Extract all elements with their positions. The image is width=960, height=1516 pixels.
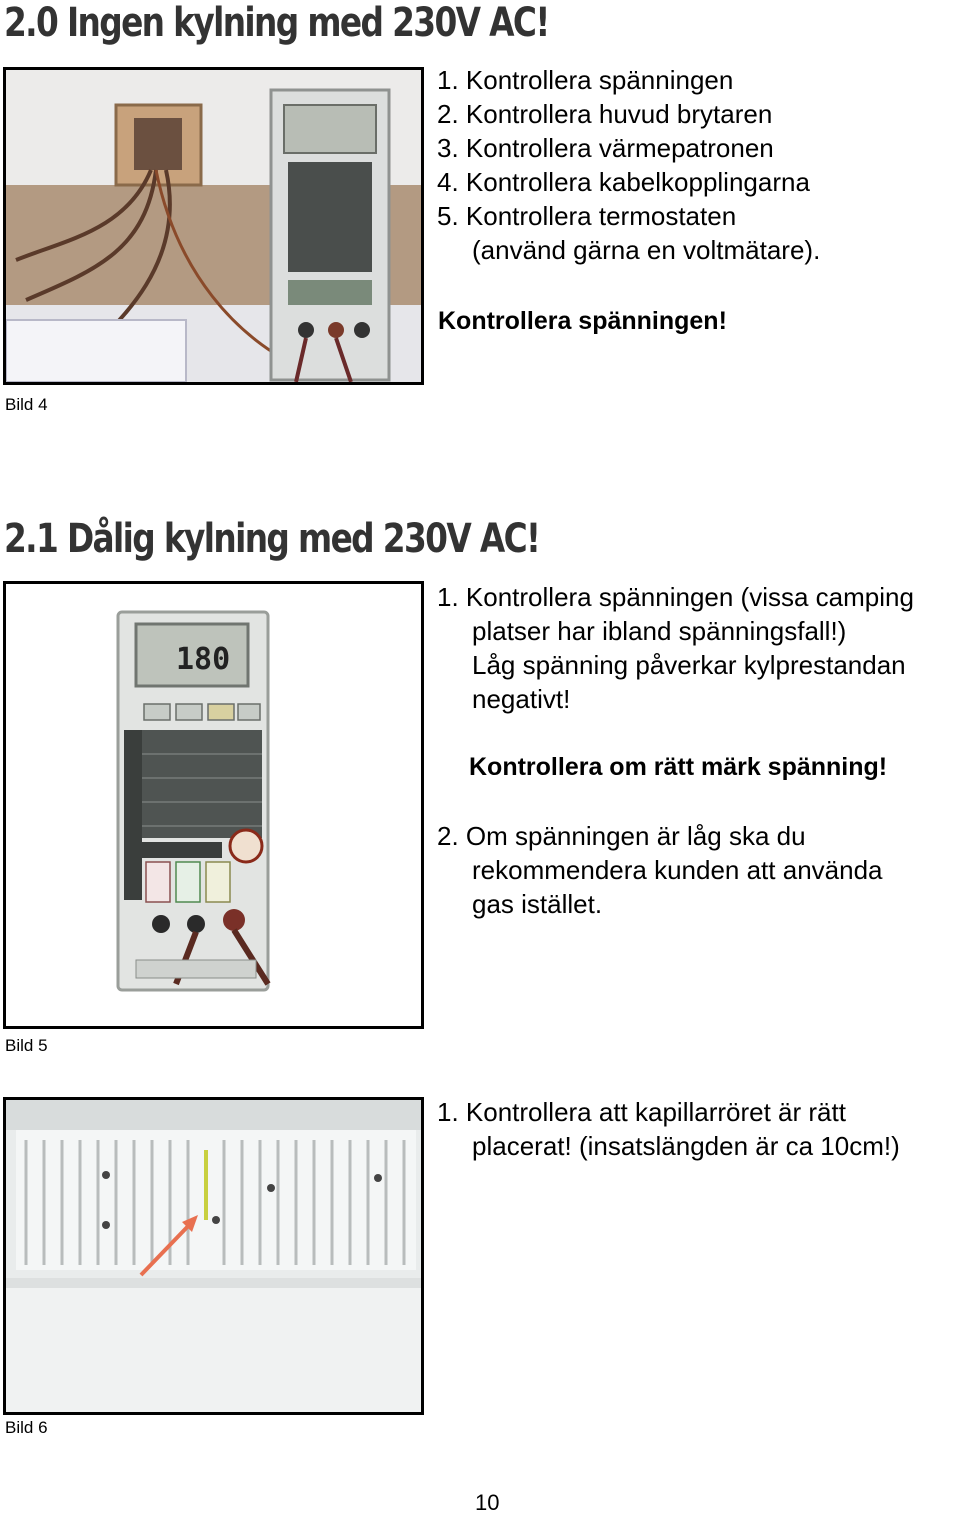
item-line: Låg spänning påverkar kylprestandan	[472, 650, 906, 680]
item-line: 1. Kontrollera att kapillarröret är rätt	[437, 1097, 846, 1127]
list-item: 3. Kontrollera värmepatronen	[437, 133, 774, 163]
item-1-capillary-tube	[437, 1095, 900, 1163]
photo-bild-5	[3, 581, 424, 1029]
caption-bild-4: Bild 4	[5, 395, 48, 414]
section-heading-2-0: 2.0 Ingen kylning med 230V AC!	[4, 0, 549, 46]
emphasis-rated-voltage: Kontrollera om rätt märk spänning!	[469, 753, 888, 781]
item-2-low-voltage	[437, 819, 883, 921]
list-item: 5. Kontrollera termostaten	[437, 201, 737, 231]
list-item-note: (använd gärna en voltmätare).	[472, 235, 821, 265]
caption-bild-6: Bild 6	[5, 1418, 48, 1437]
list-item: 2. Kontrollera huvud brytaren	[437, 99, 773, 129]
item-1-check-voltage	[437, 580, 914, 716]
emphasis-check-voltage: Kontrollera spänningen!	[438, 307, 727, 335]
item-line: rekommendera kunden att använda	[472, 855, 883, 885]
page-number: 10	[475, 1490, 500, 1515]
item-line: 1. Kontrollera spänningen (vissa camping	[437, 582, 914, 612]
item-line: gas istället.	[472, 889, 603, 919]
item-line: negativt!	[472, 684, 571, 714]
list-item: 1. Kontrollera spänningen	[437, 65, 734, 95]
item-line: placerat! (insatslängden är ca 10cm!)	[472, 1131, 900, 1161]
multimeter-illustration	[6, 584, 421, 1026]
section-heading-2-1: 2.1 Dålig kylning med 230V AC!	[4, 516, 540, 562]
list-item: 4. Kontrollera kabelkopplingarna	[437, 167, 810, 197]
caption-bild-5: Bild 5	[5, 1036, 48, 1055]
item-line: 2. Om spänningen är låg ska du	[437, 821, 806, 851]
multimeter-outlet-illustration	[6, 70, 421, 382]
meter-display-reading: 180	[176, 642, 231, 677]
photo-bild-6	[3, 1097, 424, 1415]
checklist-2-0	[437, 63, 820, 267]
photo-bild-4	[3, 67, 424, 385]
fridge-fins-illustration	[6, 1100, 421, 1412]
item-line: platser har ibland spänningsfall!)	[472, 616, 847, 646]
